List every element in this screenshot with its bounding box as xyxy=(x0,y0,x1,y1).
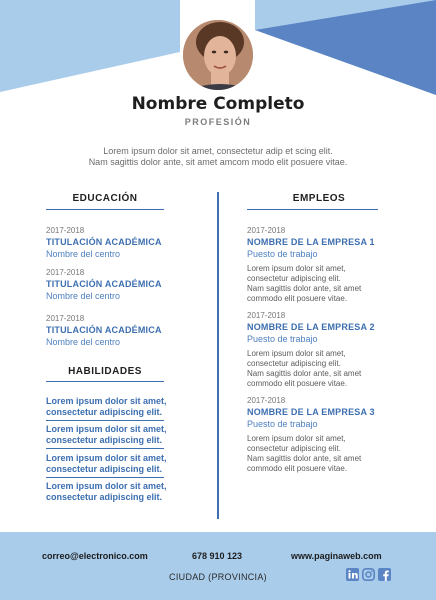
job-desc-line: consectetur adipiscing elit. xyxy=(247,359,341,368)
skill-line-2: consectetur adipiscing elit. xyxy=(46,407,163,417)
job-desc-line: consectetur adipiscing elit. xyxy=(247,444,341,453)
education-year: 2017-2018 xyxy=(46,268,85,277)
footer-phone[interactable]: 678 910 123 xyxy=(192,551,243,561)
job-year: 2017-2018 xyxy=(247,396,286,405)
job-position: Puesto de trabajo xyxy=(247,249,318,259)
education-item xyxy=(46,226,211,260)
footer-city: CIUDAD (PROVINCIA) xyxy=(169,572,267,582)
skill-line-1: Lorem ipsum dolor sit amet, xyxy=(46,481,167,491)
job-description xyxy=(247,349,397,389)
education-heading: EDUCACIÓN xyxy=(72,193,138,204)
skill-line-2: consectetur adipiscing elit. xyxy=(46,464,163,474)
skills-heading: HABILIDADES xyxy=(68,366,142,377)
job-company: NOMBRE DE LA EMPRESA 1 xyxy=(247,237,375,247)
skill-separator xyxy=(46,477,164,478)
job-item xyxy=(247,226,397,304)
skill-line-1: Lorem ipsum dolor sit amet, xyxy=(46,396,167,406)
job-description xyxy=(247,434,397,474)
skill-item xyxy=(46,481,211,503)
facebook-icon[interactable] xyxy=(378,568,391,581)
job-company: NOMBRE DE LA EMPRESA 2 xyxy=(247,322,375,332)
education-title: TITULACIÓN ACADÉMICA xyxy=(46,237,162,247)
job-description xyxy=(247,264,397,304)
education-place: Nombre del centro xyxy=(46,337,121,347)
job-desc-line: Nam sagittis dolor ante, sit amet xyxy=(247,454,362,463)
job-item xyxy=(247,311,397,389)
job-desc-line: consectetur adipiscing elit. xyxy=(247,274,341,283)
job-item xyxy=(247,396,397,474)
linkedin-icon[interactable] xyxy=(346,568,359,581)
job-desc-line: Nam sagittis dolor ante, sit amet xyxy=(247,369,362,378)
job-position: Puesto de trabajo xyxy=(247,419,318,429)
skill-separator xyxy=(46,448,164,449)
education-item xyxy=(46,268,211,302)
job-desc-line: commodo elit posuere vitae. xyxy=(247,379,348,388)
job-company: NOMBRE DE LA EMPRESA 3 xyxy=(247,407,375,417)
intro-line: Nam sagittis dolor ante, sit amet amcom modo elit posuere vitae. xyxy=(88,157,348,167)
skill-line-2: consectetur adipiscing elit. xyxy=(46,435,163,445)
skill-line-2: consectetur adipiscing elit. xyxy=(46,492,163,502)
job-desc-line: Lorem ipsum dolor sit amet, xyxy=(247,264,346,273)
job-year: 2017-2018 xyxy=(247,311,286,320)
skills-underline xyxy=(46,381,164,382)
intro-line: Lorem ipsum dolor sit amet, consectetur adip et scing elit. xyxy=(103,146,333,156)
job-desc-line: Nam sagittis dolor ante, sit amet xyxy=(247,284,362,293)
job-desc-line: Lorem ipsum dolor sit amet, xyxy=(247,434,346,443)
skill-line-1: Lorem ipsum dolor sit amet, xyxy=(46,424,167,434)
jobs-heading: EMPLEOS xyxy=(292,193,346,204)
footer xyxy=(0,532,436,600)
job-desc-line: commodo elit posuere vitae. xyxy=(247,464,348,473)
job-desc-line: Lorem ipsum dolor sit amet, xyxy=(247,349,346,358)
column-divider xyxy=(217,192,219,519)
education-underline xyxy=(46,209,164,210)
intro-text xyxy=(60,146,376,168)
education-place: Nombre del centro xyxy=(46,291,121,301)
job-year: 2017-2018 xyxy=(247,226,286,235)
profile-photo xyxy=(181,18,255,92)
education-title: TITULACIÓN ACADÉMICA xyxy=(46,325,162,335)
full-name: Nombre Completo xyxy=(131,94,305,114)
education-year: 2017-2018 xyxy=(46,226,85,235)
profession: PROFESIÓN xyxy=(184,117,252,127)
education-place: Nombre del centro xyxy=(46,249,121,259)
education-item xyxy=(46,314,211,348)
light-blue-shape-left xyxy=(0,0,180,92)
skill-item xyxy=(46,424,211,446)
jobs-underline xyxy=(247,209,378,210)
education-year: 2017-2018 xyxy=(46,314,85,323)
footer-email[interactable]: correo@electronico.com xyxy=(42,551,148,561)
skill-separator xyxy=(46,420,164,421)
skill-item xyxy=(46,396,211,418)
education-title: TITULACIÓN ACADÉMICA xyxy=(46,279,162,289)
job-desc-line: commodo elit posuere vitae. xyxy=(247,294,348,303)
skill-item xyxy=(46,453,211,475)
instagram-icon[interactable] xyxy=(362,568,375,581)
footer-website[interactable]: www.paginaweb.com xyxy=(291,551,382,561)
skill-line-1: Lorem ipsum dolor sit amet, xyxy=(46,453,167,463)
job-position: Puesto de trabajo xyxy=(247,334,318,344)
